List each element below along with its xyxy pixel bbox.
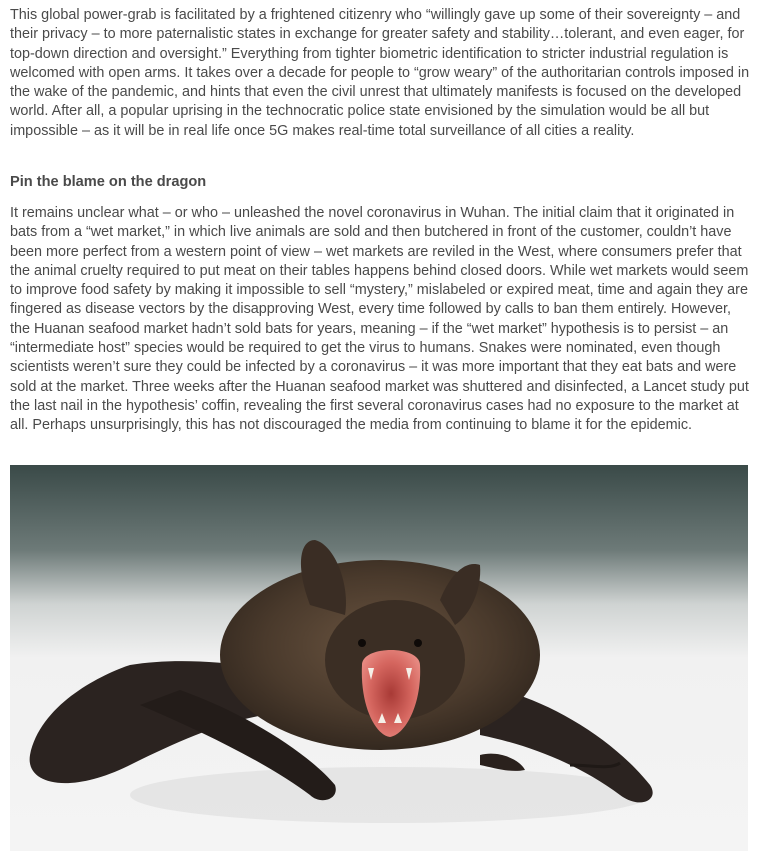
right-eye — [414, 639, 422, 647]
shadow — [130, 767, 650, 823]
section-heading: Pin the blame on the dragon — [10, 174, 207, 190]
bat-photo — [10, 465, 748, 851]
article-paragraph: It remains unclear what – or who – unleashed the novel coronavirus in Wuhan. The initial claim that it originated in bats from a “wet market,” in which live animals are sold and then butchered in front of the customer, couldn’t have been more perfect from a western point of view – wet markets are reviled in the West, where consumers prefer that the animal cruelty required to put meat on their tables happens behind closed doors. While wet markets would seem to improve food safety by making it impossible to sell “mystery,” mislabeled or expired meat, time and again they are fingered as disease vectors by the disapproving West, every time followed by calls to ban them entirely. However, the Huanan seafood market hadn’t sold bats for years, meaning – if the “wet market” hypothesis is to persist – an “intermediate host” species would be required to get the virus to humans. Snakes were nominated, even though scientists weren’t sure they could be infected by a coronavirus – it was more important that they eat bats and were sold at the market. Three weeks after the Huanan seafood market was shuttered and disinfected, a Lancet study put the last nail in the hypothesis’ coffin, revealing the first several coronavirus cases had no exposure to the market at all. Perhaps unsurprisingly, this has not discouraged the media from continuing to blame it for the epidemic. — [10, 205, 749, 434]
article-paragraph: This global power-grab is facilitated by a frightened citizenry who “willingly gave up some of their sovereignty – and their privacy – to more paternalistic states in exchange for greater safety and stability…tolerant, and even eager, for top-down direction and oversight.” Everything from tighter biometric identification to stricter industrial regulation is welcomed with open arms. It takes over a decade for people to “grow weary” of the authoritarian controls imposed in the wake of the pandemic, and hints that even the civil unrest that ultimately manifests is focused on the developed world. After all, a popular uprising in the technocratic police state envisioned by the simulation would be all but impossible – as it will be in real life once 5G makes real-time total surveillance of all cities a reality. — [10, 7, 750, 139]
left-eye — [358, 639, 366, 647]
bat-illustration — [10, 465, 748, 851]
